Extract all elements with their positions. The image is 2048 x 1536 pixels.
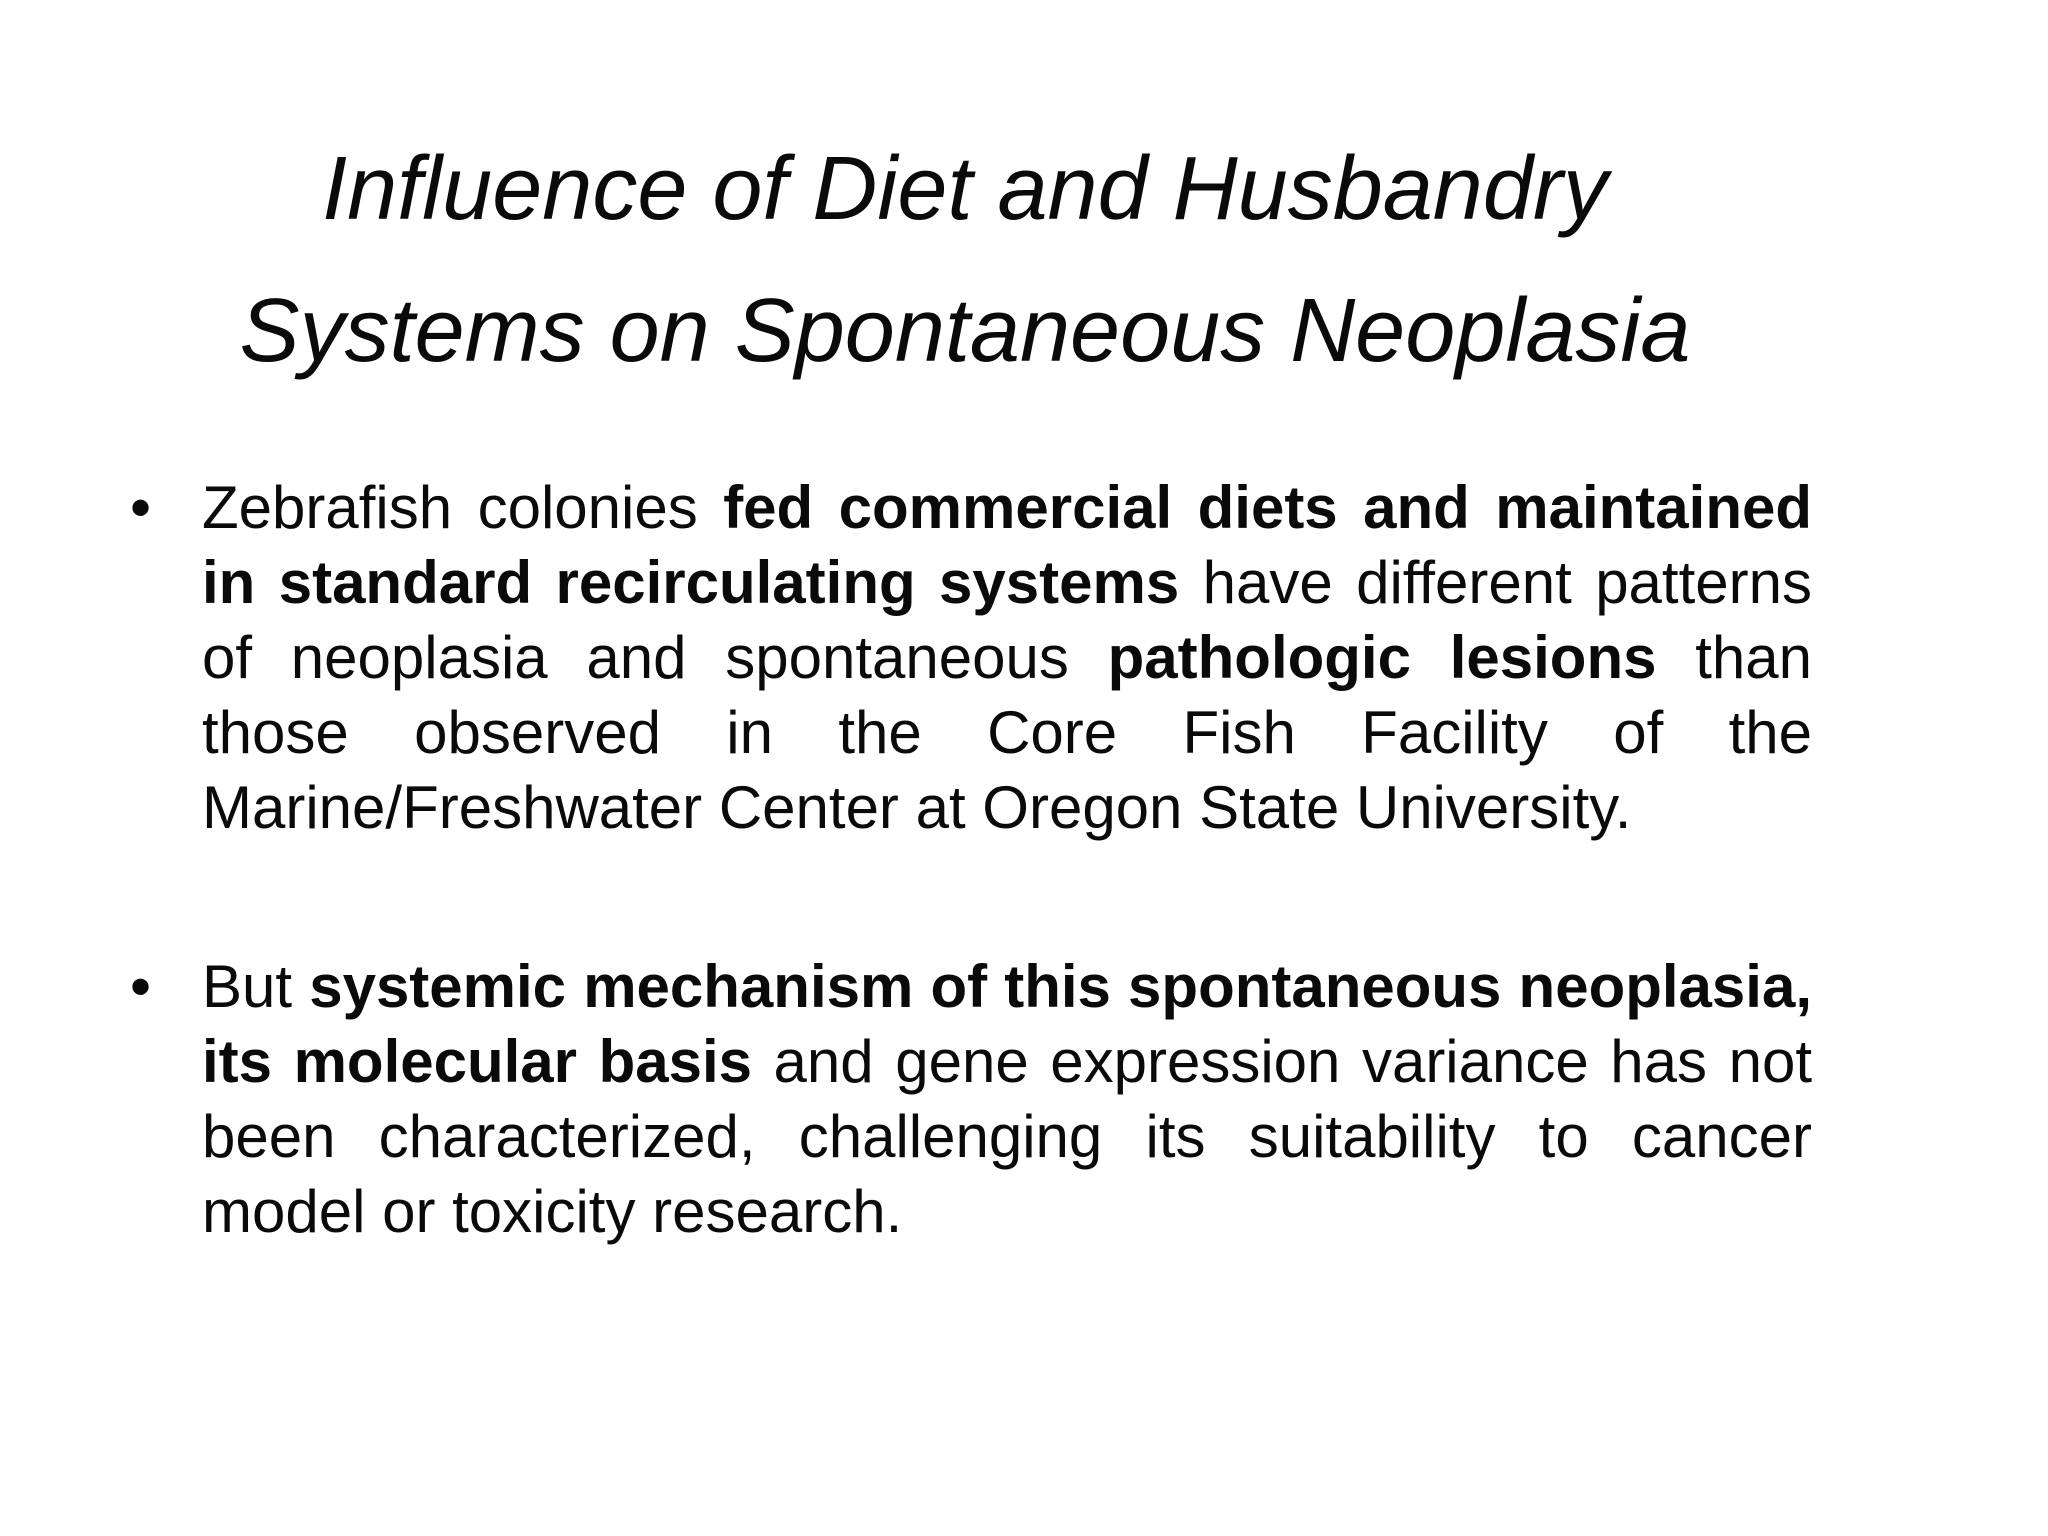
bullet-text (202, 953, 1812, 1245)
bullet-dot-icon: • (130, 953, 152, 1020)
text-segment: But (202, 953, 310, 1020)
bullet-list (122, 470, 1812, 1249)
slide-title (100, 118, 1830, 402)
bullet-item-1 (122, 470, 1812, 845)
bold-segment: systemic mechanism of this spontaneous neoplasia, its molecular basis (202, 953, 1812, 1095)
bold-segment: fed commercial diets and maintained in standard recirculating systems (202, 474, 1812, 616)
text-segment: than those observed in the Core Fish Facility of the Marine/Freshwater Center at Oregon State University. (202, 624, 1812, 841)
bold-segment: pathologic lesions (1107, 624, 1657, 691)
title-line-1: Influence of Diet and Husbandry (322, 139, 1608, 239)
title-line-2: Systems on Spontaneous Neoplasia (239, 281, 1691, 381)
text-segment: Zebrafish colonies (202, 474, 724, 541)
text-segment: and gene expression variance has not been characterized, challenging its suitability to cancer model or toxicity research. (202, 1028, 1812, 1245)
bullet-item-2 (122, 949, 1812, 1249)
bullet-dot-icon: • (130, 474, 152, 541)
text-segment: have different patterns of neoplasia and spontaneous (202, 549, 1812, 691)
bullet-text (202, 474, 1812, 841)
